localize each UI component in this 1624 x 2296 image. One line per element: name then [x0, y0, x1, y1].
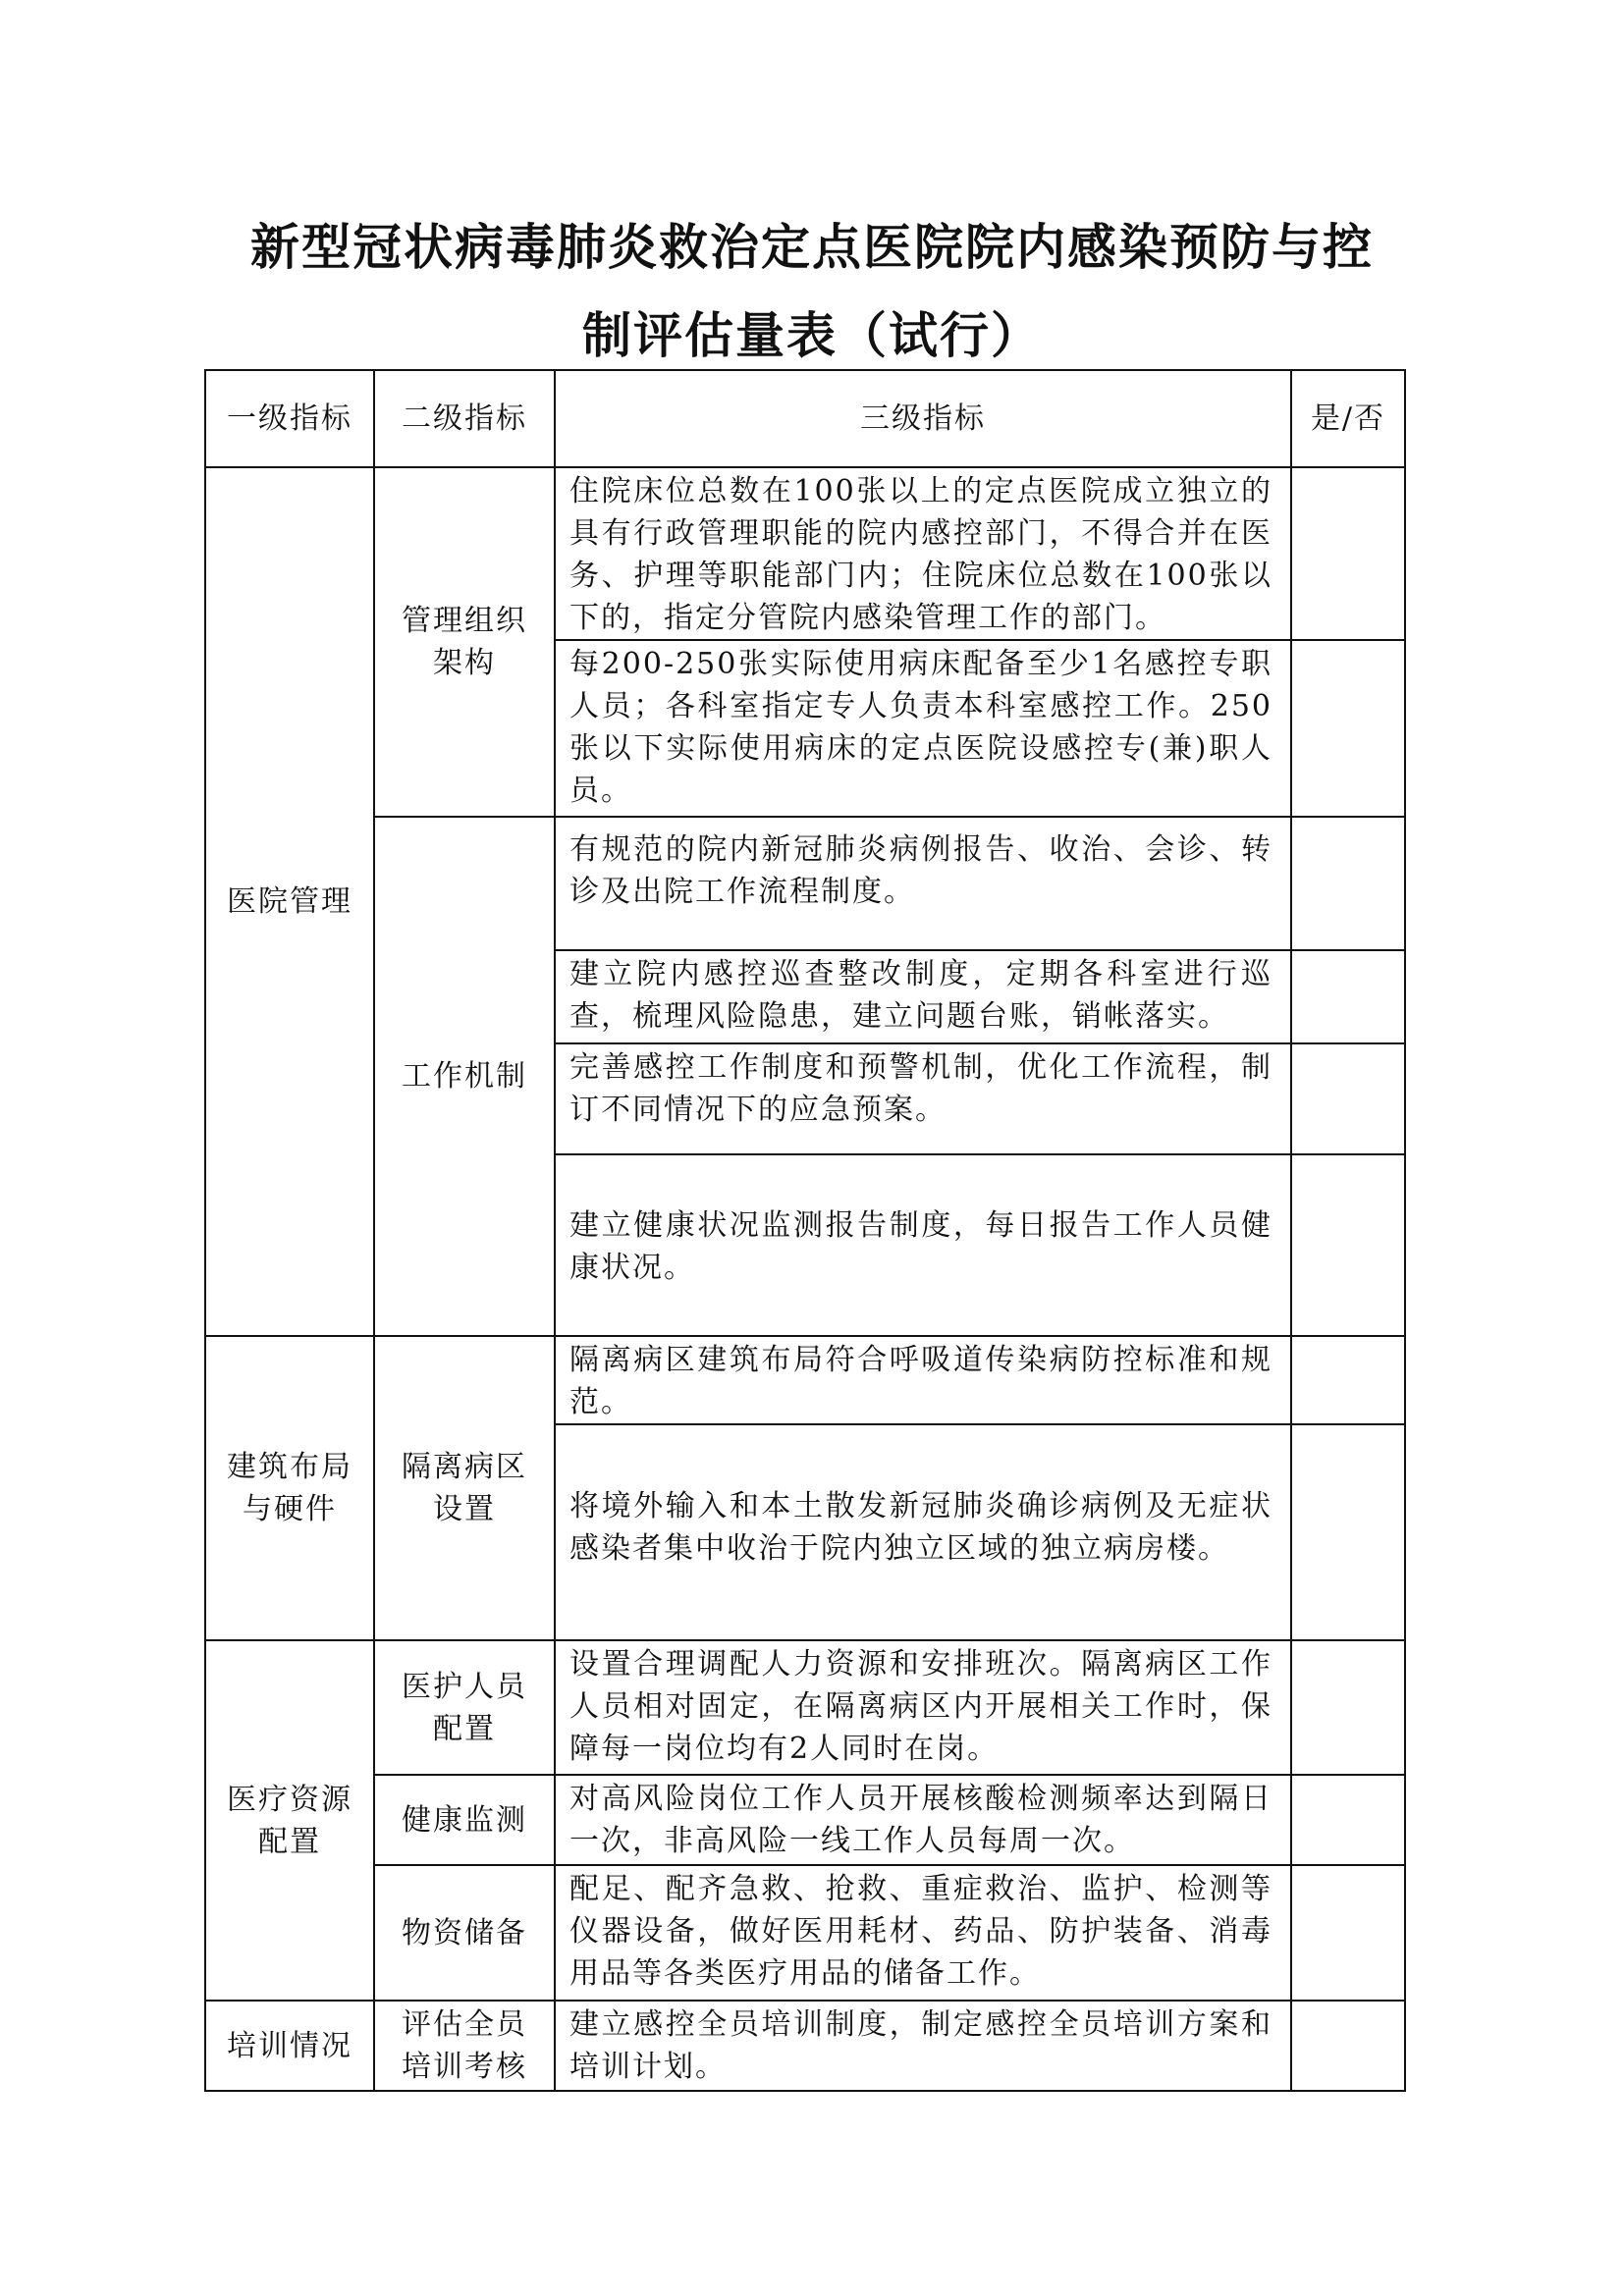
check-cell[interactable]	[1291, 1865, 1405, 2001]
level3-cell: 对高风险岗位工作人员开展核酸检测频率达到隔日一次，非高风险一线工作人员每周一次。	[555, 1775, 1291, 1865]
document-title-line-1: 新型冠状病毒肺炎救治定点医院院内感染预防与控	[250, 219, 1374, 276]
level3-cell: 完善感控工作制度和预警机制，优化工作流程，制订不同情况下的应急预案。	[555, 1043, 1291, 1154]
table-row	[205, 817, 1405, 950]
check-cell[interactable]	[1291, 467, 1405, 640]
check-cell[interactable]	[1291, 1336, 1405, 1424]
check-cell[interactable]	[1291, 1424, 1405, 1640]
level3-cell: 建立院内感控巡查整改制度，定期各科室进行巡查，梳理风险隐患，建立问题台账，销帐落实。	[555, 950, 1291, 1043]
header-level2: 二级指标	[374, 370, 555, 467]
header-level3: 三级指标	[555, 370, 1291, 467]
level2-cell: 医护人员配置	[374, 1640, 555, 1775]
level3-cell: 每200-250张实际使用病床配备至少1名感控专职人员；各科室指定专人负责本科室感控工作。250张以下实际使用病床的定点医院设感控专(兼)职人员。	[555, 640, 1291, 817]
table-row	[205, 467, 1405, 640]
level1-cell: 培训情况	[205, 2001, 374, 2091]
level2-cell: 管理组织架构	[374, 467, 555, 817]
level2-cell: 健康监测	[374, 1775, 555, 1865]
level3-cell: 配足、配齐急救、抢救、重症救治、监护、检测等仪器设备，做好医用耗材、药品、防护装备、消毒用品等各类医疗用品的储备工作。	[555, 1865, 1291, 2001]
header-level1: 一级指标	[205, 370, 374, 467]
level2-cell: 物资储备	[374, 1865, 555, 2001]
check-cell[interactable]	[1291, 950, 1405, 1043]
evaluation-table	[204, 369, 1406, 2092]
table-row	[205, 1865, 1405, 2001]
level3-cell: 将境外输入和本土散发新冠肺炎确诊病例及无症状感染者集中收治于院内独立区域的独立病房楼。	[555, 1424, 1291, 1640]
header-check: 是/否	[1291, 370, 1405, 467]
check-cell[interactable]	[1291, 2001, 1405, 2091]
level3-cell: 有规范的院内新冠肺炎病例报告、收治、会诊、转诊及出院工作流程制度。	[555, 817, 1291, 950]
table-row	[205, 2001, 1405, 2091]
check-cell[interactable]	[1291, 640, 1405, 817]
check-cell[interactable]	[1291, 1640, 1405, 1775]
check-cell[interactable]	[1291, 1775, 1405, 1865]
check-cell[interactable]	[1291, 1154, 1405, 1336]
check-cell[interactable]	[1291, 817, 1405, 950]
level1-cell: 医疗资源配置	[205, 1640, 374, 2001]
level3-cell: 设置合理调配人力资源和安排班次。隔离病区工作人员相对固定，在隔离病区内开展相关工作时，保障每一岗位均有2人同时在岗。	[555, 1640, 1291, 1775]
document-title-line-2: 制评估量表（试行）	[582, 307, 1042, 364]
level2-cell: 隔离病区设置	[374, 1336, 555, 1640]
level2-cell: 工作机制	[374, 817, 555, 1336]
level1-cell: 建筑布局与硬件	[205, 1336, 374, 1640]
level2-cell: 评估全员培训考核	[374, 2001, 555, 2091]
level1-cell: 医院管理	[205, 467, 374, 1336]
level3-cell: 建立健康状况监测报告制度，每日报告工作人员健康状况。	[555, 1154, 1291, 1336]
level3-cell: 隔离病区建筑布局符合呼吸道传染病防控标准和规范。	[555, 1336, 1291, 1424]
table-row	[205, 1336, 1405, 1424]
table-row	[205, 1775, 1405, 1865]
table-row	[205, 1640, 1405, 1775]
level3-cell: 住院床位总数在100张以上的定点医院成立独立的具有行政管理职能的院内感控部门，不得合并在医务、护理等职能部门内；住院床位总数在100张以下的，指定分管院内感染管理工作的部门。	[555, 467, 1291, 640]
level3-cell: 建立感控全员培训制度，制定感控全员培训方案和培训计划。	[555, 2001, 1291, 2091]
check-cell[interactable]	[1291, 1043, 1405, 1154]
table-header-row	[205, 370, 1405, 467]
